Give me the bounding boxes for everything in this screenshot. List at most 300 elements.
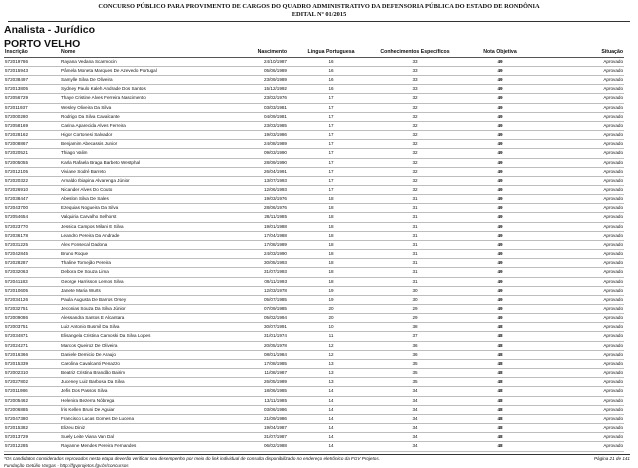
cell-conhecimentos: 36 [412,351,418,357]
cell-lingua: 17 [328,141,334,147]
cell-nota: 49 [497,177,503,183]
cell-lingua: 13 [328,370,334,376]
cell-conhecimentos: 34 [412,443,418,449]
cell-nota: 49 [497,113,503,119]
cell-nome: Pâmela Moneta Marques De Azevedo Portugal [61,67,157,73]
cell-lingua: 17 [328,113,334,119]
cell-conhecimentos: 31 [412,269,418,275]
cell-nascimento: 05/06/1989 [264,67,287,73]
cell-inscricao: 572056729 [5,95,28,101]
cell-nota: 48 [497,415,503,421]
cell-nascimento: 24/10/1987 [264,58,287,64]
cell-inscricao: 572026910 [5,186,28,192]
cell-lingua: 20 [328,315,334,321]
cell-conhecimentos: 32 [412,113,418,119]
cell-inscricao: 572012105 [5,168,28,174]
cell-inscricao: 572009086 [5,315,28,321]
cell-situacao: Aprovado [603,141,623,147]
cell-nota: 48 [497,370,503,376]
cell-conhecimentos: 34 [412,415,418,421]
cell-nome: Leandro Pereira Da Andrade [61,232,120,238]
col-inscricao: Inscrição [5,49,28,55]
cell-nome: Thaye Cristine Alves Ferreira Nascimento [61,95,146,101]
cell-conhecimentos: 31 [412,232,418,238]
cell-situacao: Aprovado [603,232,623,238]
table-row [4,94,624,103]
cell-conhecimentos: 36 [412,342,418,348]
cell-lingua: 18 [328,223,334,229]
cell-nome: Juceney Luiz Barbosa Da Silva [61,379,125,385]
cell-nota: 49 [497,223,503,229]
cell-situacao: Aprovado [603,315,623,321]
cell-nome: Abeslon Silva De Sales [61,196,109,202]
table-row [4,332,624,341]
cell-situacao: Aprovado [603,251,623,257]
cell-lingua: 10 [328,324,334,330]
cell-nota: 49 [497,278,503,284]
cell-situacao: Aprovado [603,260,623,266]
cell-situacao: Aprovado [603,278,623,284]
cell-inscricao: 572038497 [5,77,28,83]
cell-nota: 49 [497,159,503,165]
cell-nota: 49 [497,315,503,321]
cell-conhecimentos: 32 [412,150,418,156]
cell-nome: Debora De Souza Lima [61,269,109,275]
cell-nome: Viviane Sodré Barreto [61,168,106,174]
cell-conhecimentos: 33 [412,67,418,73]
cell-nascimento: 21/09/1986 [264,415,287,421]
cell-lingua: 14 [328,397,334,403]
cell-nascimento: 13/07/1993 [264,177,287,183]
cell-lingua: 12 [328,342,334,348]
cell-lingua: 16 [328,58,334,64]
cell-lingua: 12 [328,351,334,357]
header-divider [8,21,630,22]
table-row [4,112,624,121]
cell-nota: 48 [497,406,503,412]
table-row [4,204,624,213]
cell-nota: 49 [497,58,503,64]
cell-nascimento: 05/02/1994 [264,315,287,321]
cell-nascimento: 15/12/1992 [264,86,287,92]
cell-situacao: Aprovado [603,342,623,348]
cell-nome: Rayana Vedana Scarmocin [61,58,117,64]
cell-lingua: 17 [328,104,334,110]
cell-nota: 49 [497,122,503,128]
cell-nascimento: 28/11/1985 [264,214,287,220]
cell-inscricao: 572027802 [5,379,28,385]
cell-situacao: Aprovado [603,95,623,101]
cell-situacao: Aprovado [603,333,623,339]
cell-lingua: 17 [328,122,334,128]
cell-nota: 48 [497,342,503,348]
table-row [4,433,624,442]
cell-nota: 49 [497,205,503,211]
cell-lingua: 13 [328,379,334,385]
cell-lingua: 16 [328,86,334,92]
cell-nota: 49 [497,260,503,266]
cell-situacao: Aprovado [603,86,623,92]
cell-nome: Bruno Roque [61,251,89,257]
cell-nascimento: 04/09/1981 [264,113,287,119]
col-nota: Nota Objetiva [483,49,517,55]
cell-lingua: 18 [328,241,334,247]
cell-inscricao: 572015339 [5,360,28,366]
cell-nascimento: 24/03/1990 [264,251,287,257]
cell-nascimento: 07/09/1985 [264,306,287,312]
cell-inscricao: 572006885 [5,406,28,412]
cell-nascimento: 03/03/1981 [264,104,287,110]
table-row [4,66,624,75]
cell-nome: Carina Aparecida Alves Ferreira [61,122,126,128]
section-subtitle: PORTO VELHO [4,38,81,50]
table-row [4,140,624,149]
cell-nota: 48 [497,443,503,449]
cell-nome: Daniele Demicio De Araujo [61,351,116,357]
cell-nota: 48 [497,434,503,440]
cell-situacao: Aprovado [603,122,623,128]
cell-nota: 48 [497,351,503,357]
cell-conhecimentos: 33 [412,86,418,92]
cell-inscricao: 572032751 [5,306,28,312]
cell-conhecimentos: 30 [412,287,418,293]
table-row [4,323,624,332]
cell-nota: 48 [497,360,503,366]
cell-inscricao: 572054654 [5,214,28,220]
cell-inscricao: 572005055 [5,159,28,165]
col-nome: Nome [61,49,76,55]
cell-nascimento: 30/07/1991 [264,324,287,330]
table-row [4,424,624,433]
table-row [4,76,624,85]
table-row [4,213,624,222]
table-row [4,396,624,405]
cell-lingua: 17 [328,132,334,138]
cell-inscricao: 572041183 [5,278,28,284]
col-nascimento: Nascimento [257,49,287,55]
cell-nascimento: 19/01/1988 [264,223,287,229]
table-row [4,158,624,167]
section-title: Analista - Jurídico [4,24,96,36]
table-row [4,85,624,94]
cell-situacao: Aprovado [603,324,623,330]
cell-inscricao: 572015382 [5,425,28,431]
cell-inscricao: 572031225 [5,241,28,247]
cell-situacao: Aprovado [603,196,623,202]
cell-nascimento: 24/08/1989 [264,141,287,147]
cell-lingua: 17 [328,159,334,165]
cell-inscricao: 572015943 [5,67,28,73]
cell-situacao: Aprovado [603,132,623,138]
cell-inscricao: 572020322 [5,177,28,183]
cell-nome: Helenira Bezerra Nóbrega [61,397,115,403]
cell-nome: Wesley Oliveira Da Silva [61,104,112,110]
cell-nome: Elisangela Cristina Camoski Da Silva Lopes [61,333,151,339]
cell-situacao: Aprovado [603,379,623,385]
cell-lingua: 13 [328,360,334,366]
cell-nascimento: 26/05/1989 [264,379,287,385]
cell-nascimento: 09/11/1993 [264,278,287,284]
cell-inscricao: 572038447 [5,196,28,202]
cell-situacao: Aprovado [603,168,623,174]
cell-conhecimentos: 35 [412,360,418,366]
cell-inscricao: 572028287 [5,260,28,266]
table-row [4,167,624,176]
cell-situacao: Aprovado [603,351,623,357]
cell-nascimento: 19/03/1986 [264,132,287,138]
cell-nome: Alessandra Santos E Alcantara [61,315,125,321]
cell-nota: 48 [497,324,503,330]
cell-nascimento: 18/06/1985 [264,388,287,394]
cell-nome: Rayanne Mendes Pereira Fernandes [61,443,137,449]
cell-nota: 48 [497,425,503,431]
results-table [4,50,624,452]
cell-conhecimentos: 35 [412,379,418,385]
cell-nome: Jeconias Souza Da Silva Júnior [61,306,126,312]
cell-nota: 49 [497,269,503,275]
cell-situacao: Aprovado [603,425,623,431]
cell-nota: 49 [497,186,503,192]
cell-conhecimentos: 34 [412,425,418,431]
cell-conhecimentos: 31 [412,241,418,247]
cell-nota: 49 [497,67,503,73]
table-row [4,305,624,314]
cell-situacao: Aprovado [603,58,623,64]
cell-inscricao: 572008867 [5,141,28,147]
cell-conhecimentos: 32 [412,95,418,101]
table-row [4,195,624,204]
cell-nota: 49 [497,241,503,247]
cell-conhecimentos: 32 [412,132,418,138]
cell-nota: 49 [497,251,503,257]
page-number: Página 21 de 141 [593,455,630,461]
cell-situacao: Aprovado [603,159,623,165]
cell-situacao: Aprovado [603,113,623,119]
cell-lingua: 14 [328,415,334,421]
cell-nome: Rodrigo Da Silva Cavalcante [61,113,120,119]
cell-situacao: Aprovado [603,223,623,229]
cell-nascimento: 31/07/1987 [264,434,287,440]
cell-nascimento: 20/05/1978 [264,342,287,348]
cell-lingua: 17 [328,95,334,101]
footer-note-row [4,456,630,461]
document-header [0,0,638,19]
cell-nota: 49 [497,132,503,138]
cell-situacao: Aprovado [603,177,623,183]
cell-conhecimentos: 31 [412,260,418,266]
cell-nome: Carolina Cavalcanti Penazzo [61,360,120,366]
cell-situacao: Aprovado [603,406,623,412]
cell-conhecimentos: 32 [412,141,418,147]
table-row [4,268,624,277]
cell-situacao: Aprovado [603,306,623,312]
cell-conhecimentos: 31 [412,223,418,229]
cell-situacao: Aprovado [603,214,623,220]
cell-nascimento: 03/06/1986 [264,406,287,412]
cell-nome: Jefis Dos Passos Silva [61,388,108,394]
cell-nascimento: 17/08/1985 [264,360,287,366]
cell-nota: 49 [497,232,503,238]
cell-nome: Elizeu Diniz [61,425,85,431]
cell-nascimento: 13/11/1985 [264,397,287,403]
cell-nota: 48 [497,379,503,385]
cell-lingua: 18 [328,278,334,284]
cell-inscricao: 572034871 [5,333,28,339]
cell-nome: Samylle Silva De Oliveira [61,77,113,83]
table-row [4,240,624,249]
cell-nascimento: 19/03/1976 [264,196,287,202]
table-row [4,369,624,378]
cell-nota: 49 [497,214,503,220]
cell-situacao: Aprovado [603,241,623,247]
table-header-row [4,50,624,57]
cell-inscricao: 572019786 [5,58,28,64]
cell-nome: Sydney Paulo Kaleh Andrade Dos Santos [61,86,146,92]
cell-nascimento: 28/09/1990 [264,159,287,165]
cell-nascimento: 23/09/1989 [264,77,287,83]
cell-conhecimentos: 31 [412,196,418,202]
cell-nascimento: 30/05/1993 [264,260,287,266]
footer-divider [4,454,630,455]
cell-inscricao: 572013729 [5,434,28,440]
cell-inscricao: 572000280 [5,113,28,119]
table-row [4,121,624,130]
cell-nota: 49 [497,287,503,293]
table-row [4,176,624,185]
cell-lingua: 18 [328,196,334,202]
cell-conhecimentos: 31 [412,214,418,220]
col-conhecimentos: Conhecimentos Específicos [380,49,450,55]
table-body [4,57,624,451]
cell-inscricao: 572058169 [5,122,28,128]
cell-nome: Nicander Alves Do Couto [61,186,113,192]
cell-conhecimentos: 32 [412,104,418,110]
cell-conhecimentos: 34 [412,434,418,440]
cell-lingua: 20 [328,306,334,312]
table-row [4,250,624,259]
cell-inscricao: 572010605 [5,287,28,293]
cell-nascimento: 31/01/1974 [264,333,287,339]
cell-situacao: Aprovado [603,186,623,192]
table-row [4,350,624,359]
cell-conhecimentos: 29 [412,306,418,312]
cell-conhecimentos: 32 [412,168,418,174]
cell-lingua: 11 [328,333,334,339]
cell-lingua: 17 [328,150,334,156]
cell-conhecimentos: 38 [412,324,418,330]
cell-nota: 49 [497,196,503,202]
cell-nota: 48 [497,397,503,403]
table-row [4,259,624,268]
cell-nascimento: 23/02/1976 [264,95,287,101]
cell-nascimento: 17/08/1989 [264,241,287,247]
cell-situacao: Aprovado [603,388,623,394]
cell-inscricao: 572024271 [5,342,28,348]
cell-conhecimentos: 35 [412,370,418,376]
cell-nascimento: 31/07/1993 [264,269,287,275]
cell-nome: Arnaldo Ibiapina Alvarenga Júnior [61,177,130,183]
cell-nascimento: 26/04/1991 [264,168,287,174]
header-edital: EDITAL Nº 01/2015 [291,11,347,18]
cell-nascimento: 12/03/1978 [264,287,287,293]
cell-nota: 49 [497,306,503,312]
table-row [4,277,624,286]
footer-note: *Os candidatos considerados reprovados nesta etapa deverão verificar seu desempenho por meio do link individual de consulta disponibilizado no endereço eletrônico da FGV Projetos. [4,455,380,461]
table-row [4,149,624,158]
cell-conhecimentos: 32 [412,122,418,128]
table-row [4,231,624,240]
cell-inscricao: 572042845 [5,251,28,257]
cell-situacao: Aprovado [603,370,623,376]
cell-lingua: 17 [328,168,334,174]
cell-nascimento: 11/08/1987 [264,370,287,376]
cell-nascimento: 09/03/1990 [264,150,287,156]
cell-lingua: 18 [328,251,334,257]
cell-situacao: Aprovado [603,269,623,275]
cell-nome: Valquiria Carvalho Selhorst [61,214,117,220]
table-row [4,414,624,423]
cell-nota: 49 [497,104,503,110]
cell-nota: 49 [497,150,503,156]
cell-nota: 49 [497,141,503,147]
cell-conhecimentos: 33 [412,58,418,64]
cell-inscricao: 572013805 [5,86,28,92]
cell-inscricao: 572005462 [5,397,28,403]
cell-inscricao: 572023770 [5,223,28,229]
table-row [4,359,624,368]
cell-conhecimentos: 34 [412,406,418,412]
cell-inscricao: 572047380 [5,415,28,421]
cell-situacao: Aprovado [603,397,623,403]
table-row [4,387,624,396]
cell-situacao: Aprovado [603,77,623,83]
cell-inscricao: 572043700 [5,205,28,211]
cell-nota: 49 [497,95,503,101]
cell-inscricao: 572032063 [5,269,28,275]
cell-situacao: Aprovado [603,287,623,293]
table-row [4,57,624,66]
cell-nascimento: 23/03/1985 [264,122,287,128]
table-row [4,405,624,414]
cell-situacao: Aprovado [603,360,623,366]
col-lingua: Língua Portuguesa [307,49,355,55]
cell-conhecimentos: 31 [412,278,418,284]
cell-nota: 49 [497,168,503,174]
cell-nome: Francisco Lucas Gomes De Lucena [61,415,135,421]
cell-lingua: 14 [328,443,334,449]
cell-nome: Karla Rafaela Braga Barbeto Westphal [61,159,141,165]
cell-conhecimentos: 32 [412,177,418,183]
cell-situacao: Aprovado [603,443,623,449]
cell-nota: 48 [497,388,503,394]
cell-nota: 49 [497,296,503,302]
col-situacao: Situação [601,49,623,55]
cell-lingua: 18 [328,214,334,220]
cell-inscricao: 572016366 [5,351,28,357]
cell-conhecimentos: 31 [412,251,418,257]
cell-conhecimentos: 30 [412,296,418,302]
cell-nome: Paula Augusta De Barros Orsey [61,296,127,302]
cell-situacao: Aprovado [603,150,623,156]
cell-inscricao: 572012285 [5,443,28,449]
cell-nome: Jessica Campos Milani E Silva [61,223,124,229]
cell-lingua: 18 [328,260,334,266]
table-row [4,185,624,194]
table-row [4,341,624,350]
cell-lingua: 14 [328,406,334,412]
cell-conhecimentos: 34 [412,397,418,403]
cell-lingua: 14 [328,388,334,394]
